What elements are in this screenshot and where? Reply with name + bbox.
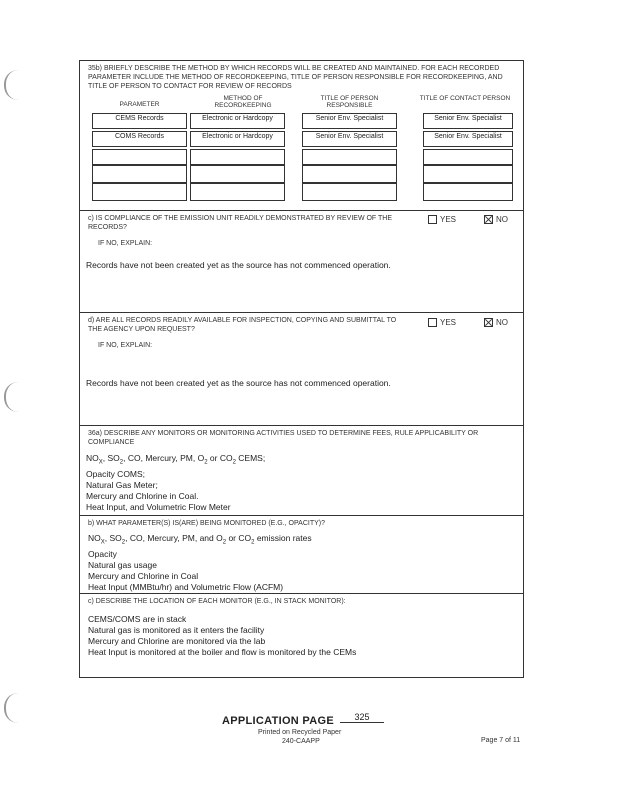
question-35c: c) IS COMPLIANCE OF THE EMISSION UNIT READILY DEMONSTRATED BY REVIEW OF THE RECORDS? [88, 215, 393, 231]
parameter-item: Opacity [88, 548, 117, 559]
form-number: 240-CAAPP [282, 738, 320, 745]
yes-label-35d: YES [440, 318, 457, 327]
hole-punch-middle [4, 382, 18, 412]
monitor-list-36a [86, 453, 516, 513]
row5-parameter[interactable] [92, 183, 187, 201]
no-checkbox-35c[interactable] [484, 215, 493, 224]
row3-parameter[interactable] [92, 149, 187, 165]
row2-parameter[interactable]: COMS Records [92, 131, 187, 147]
yes-label-35c: YES [440, 215, 457, 224]
header-method: METHOD OF RECORDKEEPING [214, 95, 272, 109]
parameter-item: Natural gas usage [88, 559, 157, 570]
monitor-item: Natural Gas Meter; [86, 479, 158, 490]
section-36c [80, 594, 523, 679]
row5-responsible[interactable] [302, 183, 397, 201]
row2-method[interactable]: Electronic or Hardcopy [190, 131, 285, 147]
hole-punch-bottom [4, 693, 18, 723]
monitor-item: Opacity COMS; [86, 468, 146, 479]
location-item: Heat Input is monitored at the boiler and flow is monitored by the CEMs [88, 647, 357, 657]
location-item: CEMS/COMS are in stack [88, 614, 187, 624]
row4-parameter[interactable] [92, 165, 187, 183]
row2-responsible[interactable]: Senior Env. Specialist [302, 131, 397, 147]
application-page-title: APPLICATION PAGE [222, 715, 334, 727]
header-contact: TITLE OF CONTACT PERSON [419, 95, 511, 102]
page-count: Page 7 of 11 [481, 737, 521, 744]
row4-contact[interactable] [423, 165, 513, 183]
location-item: Mercury and Chlorine are monitored via the lab [88, 636, 266, 646]
row3-method[interactable] [190, 149, 285, 165]
parameter-item: $NO_X$, $SO_2$, CO, Mercury, PM, and $O_2$ or $CO_2$ emission rates [88, 533, 312, 546]
row1-responsible[interactable]: Senior Env. Specialist [302, 113, 397, 129]
section-35c [80, 211, 523, 313]
row4-method[interactable] [190, 165, 285, 183]
header-parameter: PARAMETER [119, 101, 160, 108]
row3-responsible[interactable] [302, 149, 397, 165]
monitor-item: Heat Input, and Volumetric Flow Meter [86, 501, 231, 512]
no-checkbox-35d[interactable] [484, 318, 493, 327]
section-36b [80, 516, 523, 594]
parameter-list-36b [88, 533, 518, 593]
form-frame [79, 60, 524, 678]
question-36b: b) WHAT PARAMETER(S) IS(ARE) BEING MONITORED (E.G., OPACITY)? [88, 520, 325, 527]
section-36a [80, 426, 523, 516]
no-label-35c: NO [496, 215, 508, 224]
question-36c: c) DESCRIBE THE LOCATION OF EACH MONITOR (E.G., IN STACK MONITOR): [88, 598, 346, 605]
no-label-35d: NO [496, 318, 508, 327]
parameter-item: Heat Input (MMBtu/hr) and Volumetric Flow (ACFM) [88, 581, 284, 592]
question-35d: d) ARE ALL RECORDS READILY AVAILABLE FOR INSPECTION, COPYING AND SUBMITTAL TO THE AGENCY UPON REQUEST? [88, 317, 397, 333]
row1-contact[interactable]: Senior Env. Specialist [423, 113, 513, 129]
row3-contact[interactable] [423, 149, 513, 165]
question-36a: 36a) DESCRIBE ANY MONITORS OR MONITORING ACTIVITIES USED TO DETERMINE FEES, RULE APPLICABILITY OR COMPLIANCE [88, 430, 479, 446]
printed-note: Printed on Recycled Paper [258, 729, 342, 736]
row5-contact[interactable] [423, 183, 513, 201]
row4-responsible[interactable] [302, 165, 397, 183]
location-item: Natural gas is monitored as it enters the facility [88, 625, 265, 635]
explain-label-35d: IF NO, EXPLAIN: [98, 342, 153, 349]
answer-35c: Records have not been created yet as the source has not commenced operation. [86, 260, 391, 270]
section-35d [80, 313, 523, 426]
row1-parameter[interactable]: CEMS Records [92, 113, 187, 129]
header-responsible: TITLE OF PERSON RESPONSIBLE [320, 95, 379, 109]
monitor-item: Mercury and Chlorine in Coal. [86, 490, 199, 501]
row2-contact[interactable]: Senior Env. Specialist [423, 131, 513, 147]
answer-35d: Records have not been created yet as the source has not commenced operation. [86, 378, 391, 388]
explain-label-35c: IF NO, EXPLAIN: [98, 240, 153, 247]
location-list-36c [88, 614, 518, 658]
row1-method[interactable]: Electronic or Hardcopy [190, 113, 285, 129]
parameter-item: Mercury and Chlorine in Coal [88, 570, 199, 581]
monitor-item: $NO_X$, $SO_2$, CO, Mercury, PM, $O_2$ or $CO_2$ CEMS; [86, 453, 266, 466]
yes-checkbox-35c[interactable] [428, 215, 437, 224]
question-35b: 35b) BRIEFLY DESCRIBE THE METHOD BY WHICH RECORDS WILL BE CREATED AND MAINTAINED. FOR EACH RECORDED PARAMETER INCLUDE THE METHOD OF RECORDKEEPING, TITLE OF PERSON RESPONSIBLE FOR RECORDKEEPING, AND TITLE OF PERSON TO CONTACT FOR REVIEW OF RECORDS [88, 65, 503, 90]
hole-punch-top [4, 70, 18, 100]
yes-checkbox-35d[interactable] [428, 318, 437, 327]
row5-method[interactable] [190, 183, 285, 201]
section-35b [80, 61, 523, 211]
application-page-number: 325 [340, 712, 384, 723]
